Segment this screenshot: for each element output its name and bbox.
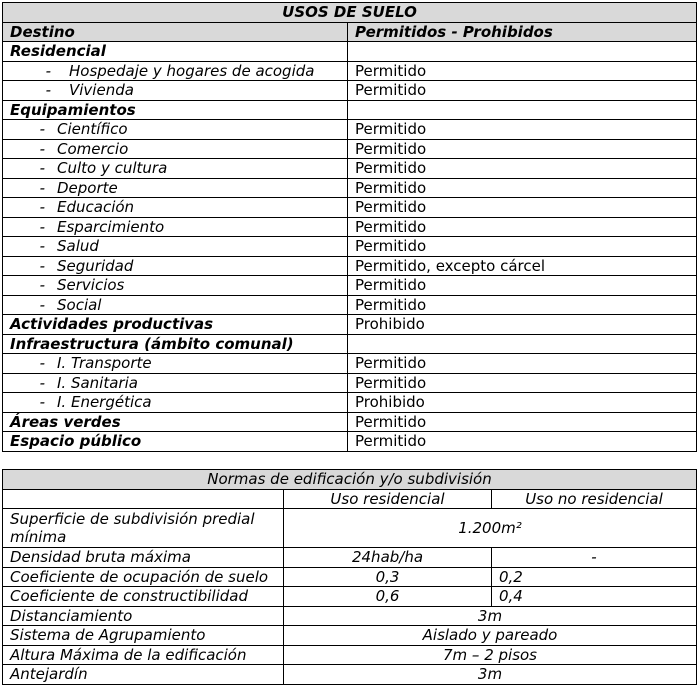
destino-item-label: [3, 237, 348, 257]
usos-item-row: [3, 178, 697, 198]
norma-value: 3m: [284, 665, 697, 685]
permitido-value: [348, 334, 697, 354]
permitido-value: Permitido: [348, 295, 697, 315]
usos-item-row: [3, 295, 697, 315]
bullet-dash: -: [39, 393, 45, 412]
normas-row: [3, 606, 697, 626]
norma-label: Antejardín: [3, 665, 284, 685]
normas-row: [3, 567, 697, 587]
destino-item-text: Comercio: [57, 139, 129, 158]
destino-item-label: [3, 178, 348, 198]
col-uso-no-residencial-header: Uso no residencial: [492, 489, 697, 509]
bullet-dash: -: [39, 139, 45, 158]
destino-item-text: Social: [57, 295, 102, 314]
norma-value: 3m: [284, 606, 697, 626]
permitido-value: Permitido: [348, 412, 697, 432]
usos-item-row: [3, 120, 697, 140]
normas-row: [3, 587, 697, 607]
bullet-dash: -: [39, 178, 45, 197]
destino-item-label: [3, 295, 348, 315]
norma-residencial-value: 0,3: [284, 567, 492, 587]
norma-label: Superficie de subdivisión predial mínima: [3, 509, 284, 548]
bullet-dash: -: [39, 198, 45, 217]
destino-item-text: Seguridad: [57, 256, 134, 275]
destino-item-label: [3, 393, 348, 413]
col-destino-header: Destino: [3, 22, 348, 42]
usos-item-row: [3, 354, 697, 374]
bullet-dash: -: [39, 276, 45, 295]
usos-group-row: [3, 315, 697, 335]
bullet-dash: -: [39, 237, 45, 256]
destino-item-text: I. Energética: [57, 393, 152, 412]
destino-item-text: Hospedaje y hogares de acogida: [69, 61, 315, 80]
destino-item-label: [3, 61, 348, 81]
destino-item-label: [3, 120, 348, 140]
permitido-value: Permitido: [348, 139, 697, 159]
usos-item-row: [3, 139, 697, 159]
bullet-dash: -: [39, 256, 45, 275]
bullet-dash: -: [45, 81, 51, 100]
usos-item-row: [3, 393, 697, 413]
bullet-dash: -: [39, 373, 45, 392]
destino-group-label: Áreas verdes: [3, 412, 348, 432]
permitido-value: Permitido: [348, 373, 697, 393]
norma-value: 1.200m²: [284, 509, 697, 548]
permitido-value: Permitido: [348, 159, 697, 179]
col-permitidos-header: Permitidos - Prohibidos: [348, 22, 697, 42]
normas-title: Normas de edificación y/o subdivisión: [3, 470, 697, 490]
destino-item-label: [3, 256, 348, 276]
destino-group-label: Residencial: [3, 42, 348, 62]
norma-no-residencial-value: 0,2: [492, 567, 697, 587]
permitido-value: Permitido: [348, 61, 697, 81]
normas-row: [3, 548, 697, 568]
destino-item-text: Esparcimiento: [57, 217, 165, 236]
permitido-value: [348, 42, 697, 62]
destino-item-text: I. Sanitaria: [57, 373, 138, 392]
destino-group-label: Infraestructura (ámbito comunal): [3, 334, 348, 354]
permitido-value: Permitido: [348, 198, 697, 218]
usos-item-row: [3, 61, 697, 81]
norma-value: Aislado y pareado: [284, 626, 697, 646]
permitido-value: Permitido: [348, 276, 697, 296]
norma-label: Densidad bruta máxima: [3, 548, 284, 568]
bullet-dash: -: [45, 61, 51, 80]
norma-label: Coeficiente de ocupación de suelo: [3, 567, 284, 587]
destino-item-label: [3, 159, 348, 179]
norma-value: 7m – 2 pisos: [284, 645, 697, 665]
norma-residencial-value: 0,6: [284, 587, 492, 607]
normas-empty-header: [3, 489, 284, 509]
norma-label: Sistema de Agrupamiento: [3, 626, 284, 646]
destino-item-label: [3, 354, 348, 374]
usos-group-row: [3, 42, 697, 62]
bullet-dash: -: [39, 217, 45, 236]
usos-header-row: [3, 22, 697, 42]
destino-item-label: [3, 276, 348, 296]
usos-item-row: [3, 237, 697, 257]
usos-item-row: [3, 373, 697, 393]
permitido-value: Permitido: [348, 120, 697, 140]
destino-item-label: [3, 373, 348, 393]
usos-title-row: [3, 3, 697, 23]
normas-header-row: [3, 489, 697, 509]
norma-label: Distanciamiento: [3, 606, 284, 626]
usos-item-row: [3, 217, 697, 237]
destino-item-label: [3, 139, 348, 159]
permitido-value: Prohibido: [348, 393, 697, 413]
permitido-value: Prohibido: [348, 315, 697, 335]
usos-group-row: [3, 100, 697, 120]
normas-title-row: [3, 470, 697, 490]
destino-item-text: Servicios: [57, 276, 125, 295]
usos-group-row: [3, 334, 697, 354]
permitido-value: Permitido, excepto cárcel: [348, 256, 697, 276]
destino-item-text: Vivienda: [69, 81, 134, 100]
usos-group-row: [3, 432, 697, 452]
destino-item-text: Deporte: [57, 178, 118, 197]
permitido-value: Permitido: [348, 432, 697, 452]
destino-group-label: Espacio público: [3, 432, 348, 452]
usos-title: USOS DE SUELO: [3, 3, 697, 23]
norma-no-residencial-value: 0,4: [492, 587, 697, 607]
destino-group-label: Equipamientos: [3, 100, 348, 120]
destino-item-text: I. Transporte: [57, 354, 152, 373]
normas-row: [3, 626, 697, 646]
destino-group-label: Actividades productivas: [3, 315, 348, 335]
bullet-dash: -: [39, 120, 45, 139]
bullet-dash: -: [39, 159, 45, 178]
usos-de-suelo-table: [2, 2, 697, 452]
bullet-dash: -: [39, 354, 45, 373]
norma-residencial-value: 24hab/ha: [284, 548, 492, 568]
usos-item-row: [3, 81, 697, 101]
destino-item-text: Científico: [57, 120, 128, 139]
permitido-value: Permitido: [348, 178, 697, 198]
permitido-value: Permitido: [348, 237, 697, 257]
norma-no-residencial-value: -: [492, 548, 697, 568]
col-uso-residencial-header: Uso residencial: [284, 489, 492, 509]
normas-row: [3, 509, 697, 548]
usos-item-row: [3, 159, 697, 179]
usos-item-row: [3, 276, 697, 296]
destino-item-text: Culto y cultura: [57, 159, 168, 178]
permitido-value: [348, 100, 697, 120]
normas-row: [3, 665, 697, 685]
permitido-value: Permitido: [348, 354, 697, 374]
normas-row: [3, 645, 697, 665]
destino-item-text: Salud: [57, 237, 99, 256]
destino-item-label: [3, 81, 348, 101]
destino-item-label: [3, 217, 348, 237]
bullet-dash: -: [39, 295, 45, 314]
norma-label: Altura Máxima de la edificación: [3, 645, 284, 665]
destino-item-text: Educación: [57, 198, 135, 217]
normas-edificacion-table: [2, 469, 697, 685]
destino-item-label: [3, 198, 348, 218]
usos-item-row: [3, 198, 697, 218]
usos-item-row: [3, 256, 697, 276]
usos-group-row: [3, 412, 697, 432]
permitido-value: Permitido: [348, 81, 697, 101]
norma-label: Coeficiente de constructibilidad: [3, 587, 284, 607]
permitido-value: Permitido: [348, 217, 697, 237]
